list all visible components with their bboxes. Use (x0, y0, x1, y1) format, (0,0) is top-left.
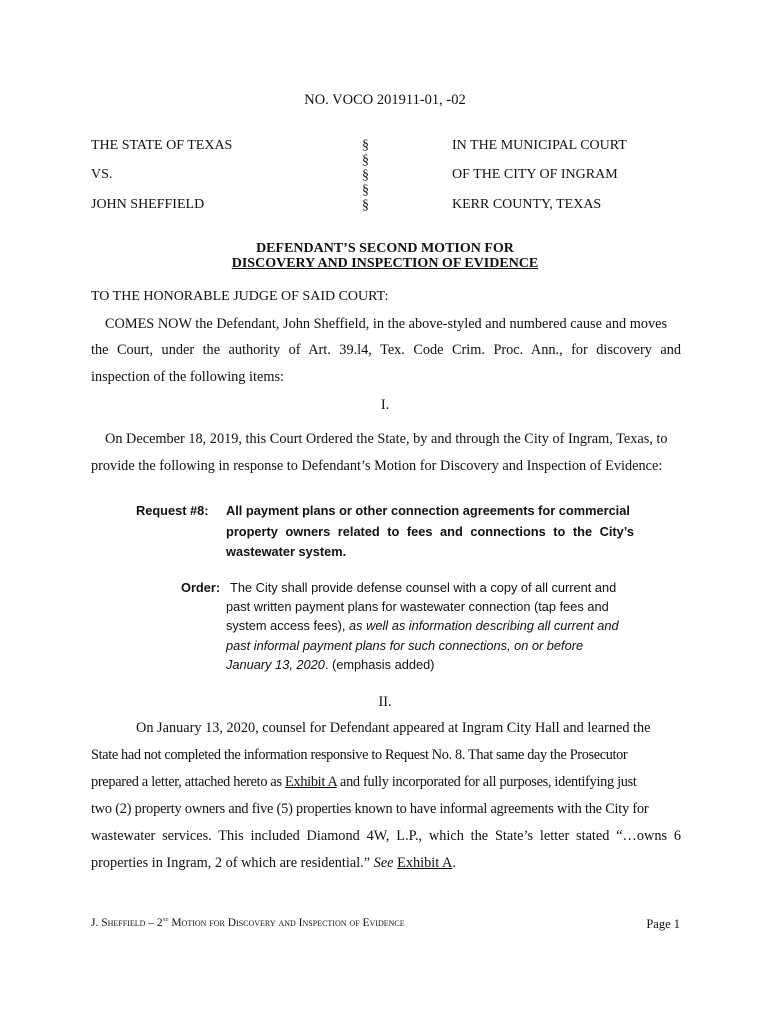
section-2-line (91, 774, 681, 791)
caption-city: OF THE CITY OF INGRAM (452, 167, 618, 182)
section-2-line (91, 855, 681, 872)
section-1-line: provide the following in response to Defendant’s Motion for Discovery and Inspection of Evidence: (91, 458, 663, 474)
order-line-plain: system access fees), (226, 618, 350, 634)
caption-county: KERR COUNTY, TEXAS (452, 197, 602, 212)
motion-title-line2: DISCOVERY AND INSPECTION OF EVIDENCE (231, 256, 539, 271)
section-2-text: prepared a letter, attached hereto as (91, 774, 286, 790)
section-2-text: and fully incorporated for all purposes, identifying just (336, 774, 637, 790)
order-line-plain: . (emphasis added) (324, 656, 435, 672)
request-label: Request #8: (136, 503, 209, 518)
section-symbol: § (362, 183, 369, 198)
exhibit-a-link[interactable]: Exhibit A (397, 855, 453, 871)
section-2-text: . (452, 855, 456, 871)
case-number: NO. VOCO 201911-01, -02 (304, 92, 466, 108)
motion-title-line1: DEFENDANT’S SECOND MOTION FOR (256, 241, 514, 256)
order-label: Order: (181, 580, 221, 595)
section-symbol: § (362, 168, 369, 183)
request-line: All payment plans or other connection agreements for commercial (226, 503, 630, 518)
request-line: property owners related to fees and connections to the City’s (226, 523, 634, 539)
order-line-emphasis: past informal payment plans for such connections, on or before (226, 637, 584, 653)
request-line: wastewater system. (226, 544, 347, 559)
salutation: TO THE HONORABLE JUDGE OF SAID COURT: (91, 289, 389, 304)
request-text (226, 501, 634, 563)
section-numeral-2: II. (378, 694, 392, 710)
section-symbol: § (362, 153, 369, 168)
order-line (226, 616, 634, 635)
section-symbol: § (362, 138, 369, 153)
footer-superscript: nd (162, 917, 169, 924)
section-2-line: State had not completed the information responsive to Request No. 8. That same day the Prosecutor (91, 747, 628, 763)
caption-party-defendant: JOHN SHEFFIELD (91, 197, 205, 212)
see-signal: See (373, 855, 394, 871)
footer-text: Motion for Discovery and Inspection of Evidence (168, 917, 405, 929)
footer-title (91, 917, 405, 929)
intro-line: inspection of the following items: (91, 369, 284, 385)
order-text (226, 578, 634, 674)
order-line-emphasis: January 13, 2020 (226, 656, 325, 672)
caption-court: IN THE MUNICIPAL COURT (452, 138, 627, 153)
order-line (226, 655, 634, 674)
page-number: Page 1 (646, 917, 680, 931)
section-2-text: properties in Ingram, 2 of which are residential.” (91, 855, 374, 871)
section-symbol: § (362, 198, 369, 213)
section-1-line: On December 18, 2019, this Court Ordered the State, by and through the City of Ingram, Texas, to (105, 431, 668, 447)
caption-party-state: THE STATE OF TEXAS (91, 138, 233, 153)
order-line: The City shall provide defense counsel with a copy of all current and (230, 580, 617, 595)
order-line: past written payment plans for wastewater connection (tap fees and (226, 599, 609, 615)
order-line-emphasis: as well as information describing all current and (349, 618, 619, 634)
intro-line: the Court, under the authority of Art. 39.l4, Tex. Code Crim. Proc. Ann., for discovery and (91, 342, 681, 358)
section-numeral-1: I. (380, 397, 390, 413)
section-2-line: On January 13, 2020, counsel for Defendant appeared at Ingram City Hall and learned the (136, 720, 651, 736)
intro-line: COMES NOW the Defendant, John Sheffield, in the above-styled and numbered cause and moves (105, 316, 668, 332)
exhibit-a-link[interactable]: Exhibit A (285, 774, 337, 790)
section-2-line: two (2) property owners and five (5) properties known to have informal agreements with the City for (91, 801, 649, 817)
footer-text: J. Sheffield – 2 (91, 917, 163, 929)
caption-vs: VS. (91, 167, 113, 182)
section-2-line: wastewater services. This included Diamond 4W, L.P., which the State’s letter stated “…owns 6 (91, 828, 681, 844)
